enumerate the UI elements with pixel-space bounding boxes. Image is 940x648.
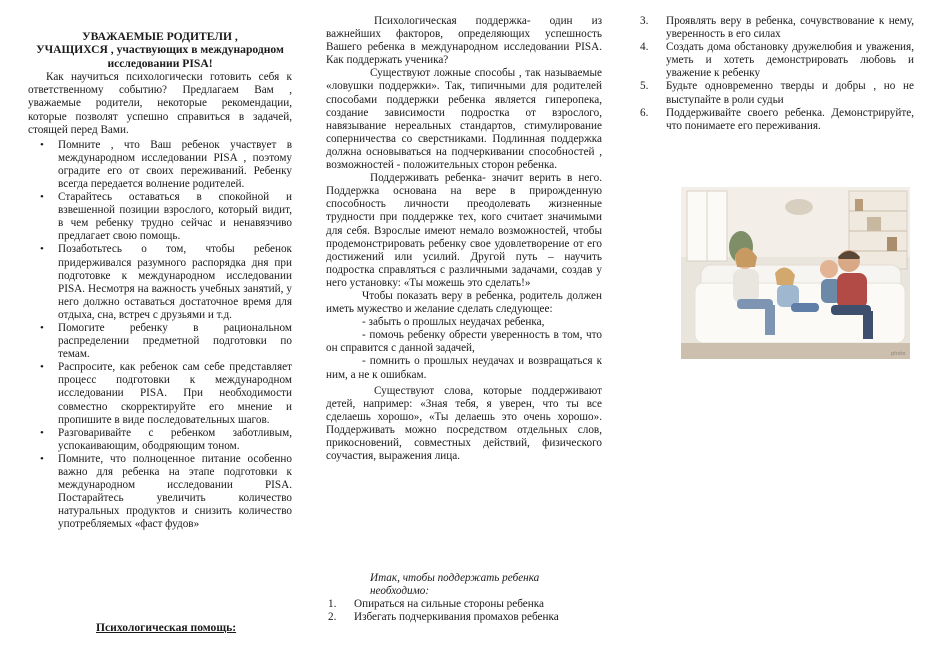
list-item: 3. Проявлять веру в ребенка, сочувствование к нему, уверенность в его силах: [640, 15, 914, 41]
intro-paragraph: Как научиться психологически готовить себя к ответственному событию? Предлагаем Вам , уважаемые родители, некоторые рекомендации, которые позволят успешно справиться в задачей, стоящей перед Вами.: [28, 71, 292, 136]
list-item: - забыть о прошлых неудачах ребенка,: [362, 316, 545, 329]
column-middle: [326, 15, 602, 463]
list-item: 6. Поддерживайте своего ребенка. Демонстрируйте, что понимаете его переживания.: [640, 106, 914, 132]
family-on-sofa-photo-icon: [681, 187, 910, 359]
itak-list: [326, 598, 602, 624]
family-photo: [681, 187, 910, 359]
list-item: - помнить о прошлых неудачах и возвращаться к ним, а не к ошибкам.: [326, 355, 602, 381]
list-item: • Старайтесь оставаться в спокойной и взвешенной позиции взрослого, который видит, в чем ребенку трудно сейчас и ненавязчиво предлагает свою помощь.: [58, 191, 292, 243]
list-item: 4. Создать дома обстановку дружелюбия и уважения, уметь и хотеть демонстрировать любовь и уважение к ребенку: [640, 41, 914, 80]
svg-text:photo: photo: [891, 351, 906, 357]
list-item: 1. Опираться на сильные стороны ребенка: [328, 598, 544, 611]
paragraph: Существуют слова, которые поддерживают детей, например: «Зная тебя, я уверен, что ты все сделаешь хорошо», «Ты делаешь это очень хорошо». Поддерживать можно посредством отдельных слов, прикосновений, совместных действий, физического соучастия, выражения лица.: [326, 384, 602, 463]
paragraph: Существуют ложные способы , так называемые «ловушки поддержки». Так, типичными для родителей способами поддержки ребенка является гиперопека, создание зависимости подростка от взрослого, навязывание нереальных стандартов, стимулирование соперничества со сверстниками. Подлинная поддержка должна основываться на подчеркивании способностей , возможностей - положительных сторон ребенка.: [326, 67, 602, 172]
itak-block: [326, 572, 602, 624]
list-item: 5. Будьте одновременно тверды и добры , но не выступайте в роли судьи: [640, 80, 914, 106]
list-item: • Помните, что полноценное питание особенно важно для ребенка на этапе подготовки к международном исследовании PISA. Постарайтесь увеличить количество натуральных продуктов и снизить количество употребляемых «фаст фудов»: [58, 453, 292, 532]
column-left: [28, 0, 292, 532]
list-item: • Распросите, как ребенок сам себе представляет процесс подготовки к международном исследовании PISA. При необходимости совместно скорректируйте его мнение и пропишите в виде последовательных шагов.: [58, 361, 292, 426]
list-item: 2. Избегать подчеркивания промахов ребенка: [328, 611, 559, 624]
column-right: [638, 15, 914, 133]
list-item: • Помните , что Ваш ребенок участвует в международном исследовании PISA , поэтому оградите его от своих переживаний. Ребенку всегда передается волнение родителей.: [58, 139, 292, 191]
recommendations-list: [28, 139, 292, 532]
help-heading: Психологическая помощь:: [96, 621, 237, 634]
support-list-continued: [638, 15, 914, 133]
itak-heading: Итак, чтобы поддержать ребенка необходимо:: [370, 572, 540, 598]
page-title: УВАЖАЕМЫЕ РОДИТЕЛИ , УЧАЩИХСЯ , участвующих в международном исследовании PISA!: [36, 30, 284, 70]
list-item: • Разговаривайте с ребенком заботливым, успокаивающим, ободряющим тоном.: [58, 427, 292, 453]
paragraph: Психологическая поддержка- один из важнейших факторов, определяющих успешность Вашего ребенка в международном исследовании PISA. Как поддержать ученика?: [326, 15, 602, 67]
paragraph: Чтобы показать веру в ребенка, родитель должен иметь мужество и желание сделать следующее:: [326, 289, 602, 316]
list-item: • Позаботьтесь о том, чтобы ребенок придерживался разумного распорядка дня при подготовке к международном исследовании PISA. Несмотря на важность учебных занятий, у него должно оставаться достаточное время для отдыха, сна, встреч с друзьями и т.д.: [58, 243, 292, 322]
list-item: - помочь ребенку обрести уверенность в том, что он справится с данной задачей,: [326, 329, 602, 355]
paragraph: Поддерживать ребенка- значит верить в него. Поддержка основана на вере в прирожденную способность личности преодолевать жизненные трудности при поддержке тех, кого считает значимыми для себя. Взрослые имеют немало возможностей, чтобы продемонстрировать ребенку свое удовлетворение от его достижений или усилий. Другой путь – научить подростка справляться с различными задачами, создав у него установку: «Ты можешь это сделать!»: [326, 172, 602, 289]
list-item: • Помогите ребенку в рациональном распределении предметной подготовки по темам.: [58, 322, 292, 361]
